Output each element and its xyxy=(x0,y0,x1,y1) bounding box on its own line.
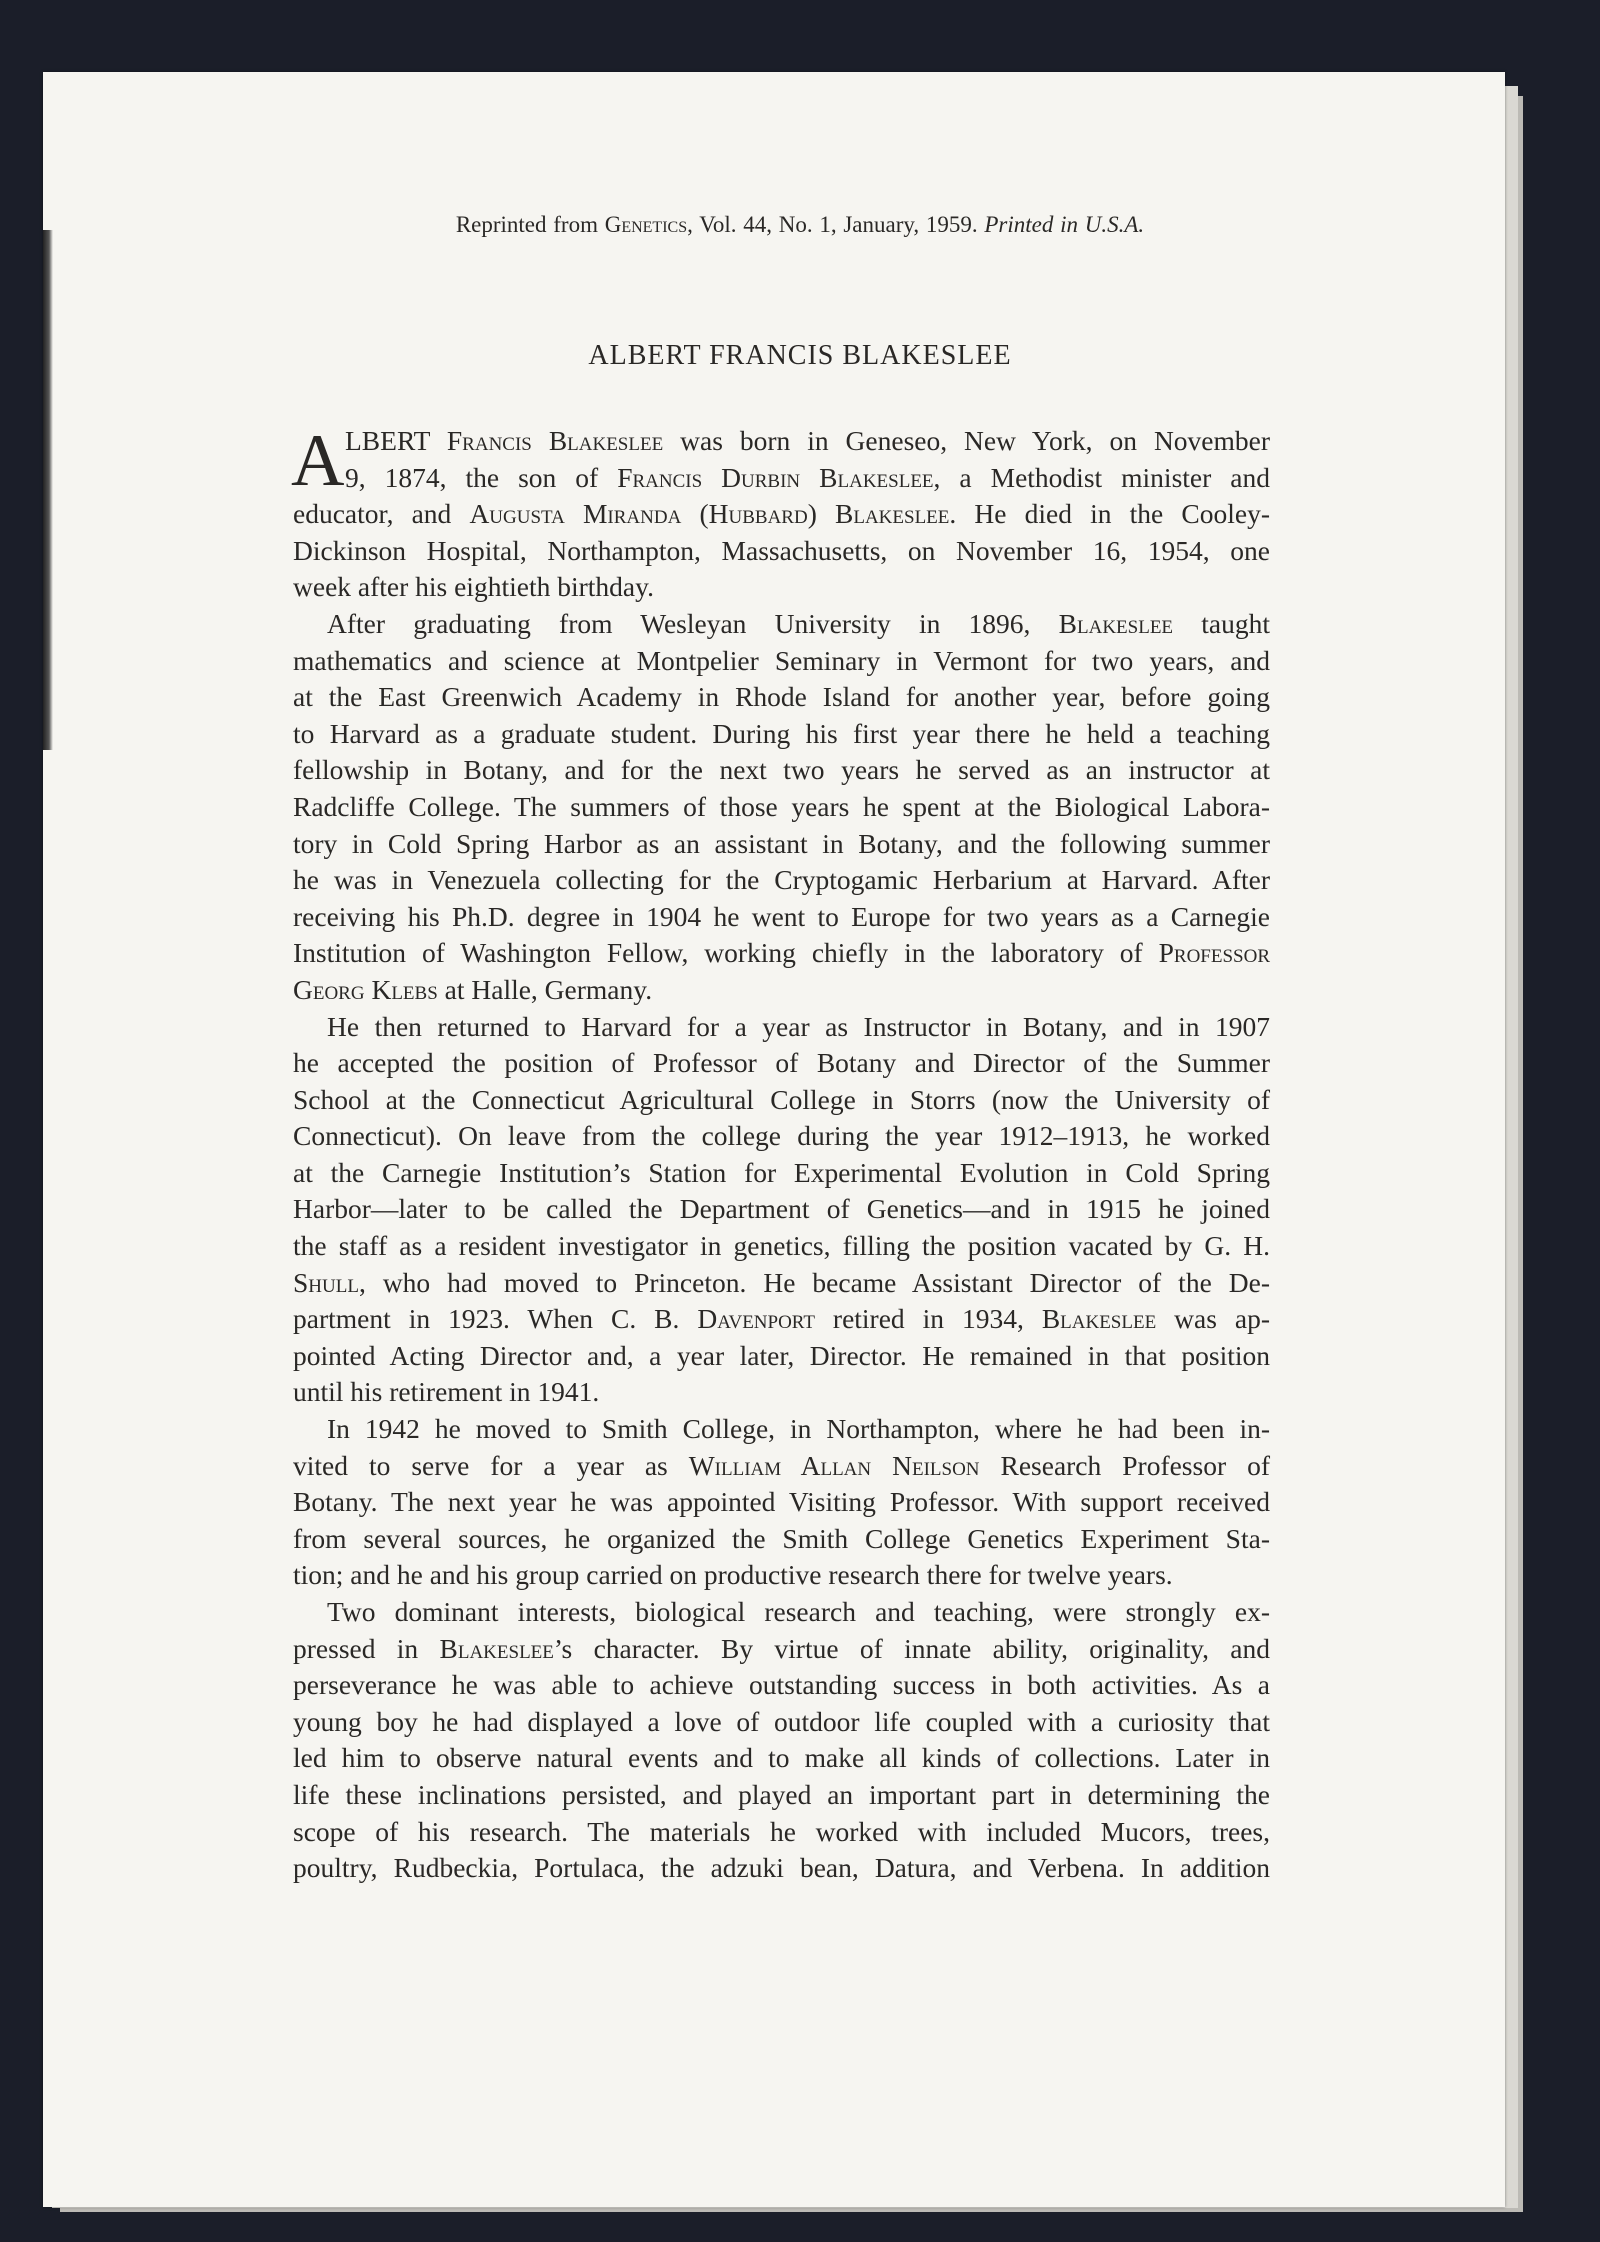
small-caps-name: Davenport xyxy=(697,1303,815,1335)
text-run: educator, and xyxy=(293,498,470,530)
small-caps-name: Shull xyxy=(293,1266,359,1298)
text-run: tion; and he and his group carried on productive research there for twelve years. xyxy=(293,1559,1173,1591)
text-line xyxy=(293,1667,1270,1704)
text-line xyxy=(293,1338,1270,1375)
text-line xyxy=(293,1118,1270,1155)
small-caps-name: Blakeslee xyxy=(1041,1303,1157,1335)
text-run: receiving his Ph.D. degree in 1904 he went to Europe for two years as a Carnegie xyxy=(293,900,1270,932)
text-run: at the East Greenwich Academy in Rhode Island for another year, before going xyxy=(293,681,1270,713)
text-run: Institution of Washington Fellow, working chiefly in the laboratory of xyxy=(293,937,1159,969)
text-line xyxy=(293,1228,1270,1265)
text-line xyxy=(293,862,1270,899)
text-line xyxy=(293,1265,1270,1302)
text-line xyxy=(293,1374,1270,1411)
text-line xyxy=(293,496,1270,533)
text-line xyxy=(293,1155,1270,1192)
text-run: In 1942 he moved to Smith College, in Northampton, where he had been in- xyxy=(327,1413,1270,1445)
text-run: Radcliffe College. The summers of those years he spent at the Biological Labora- xyxy=(293,790,1270,822)
text-run: ( xyxy=(681,498,709,530)
text-line xyxy=(293,643,1270,680)
drop-cap: A xyxy=(291,420,345,502)
text-run: pressed in xyxy=(293,1632,440,1664)
small-caps-name: Francis Durbin Blakeslee xyxy=(617,461,934,493)
text-run: , who had moved to Princeton. He became Assistant Director of the De- xyxy=(358,1266,1270,1298)
text-line xyxy=(293,1191,1270,1228)
small-caps-name: Francis Blakeslee xyxy=(446,425,664,456)
header-details: , Vol. 44, No. 1, January, 1959. xyxy=(687,212,985,237)
text-run: life these inclinations persisted, and played an important part in determining the xyxy=(293,1778,1270,1810)
text-line xyxy=(293,1594,1270,1631)
text-run: After graduating from Wesleyan University in 1896, xyxy=(327,607,1059,639)
text-run: mathematics and science at Montpelier Seminary in Vermont for two years, and xyxy=(293,644,1270,676)
text-run: he accepted the position of Professor of Botany and Director of the Summer xyxy=(293,1047,1270,1079)
text-run: was born in Geneseo, New York, on November xyxy=(663,425,1271,456)
text-run: tory in Cold Spring Harbor as an assistant in Botany, and the following summer xyxy=(293,827,1270,859)
text-line xyxy=(293,752,1270,789)
text-run: led him to observe natural events and to make all kinds of collections. Later in xyxy=(293,1742,1270,1774)
text-line xyxy=(293,826,1270,863)
text-line xyxy=(293,935,1270,972)
text-run: week after his eightieth birthday. xyxy=(293,571,654,603)
text-run: vited to serve for a year as xyxy=(293,1449,689,1481)
article-body xyxy=(291,420,1271,1887)
small-caps-name: William Allan Neilson xyxy=(688,1449,980,1481)
text-run: poultry, Rudbeckia, Portulaca, the adzuki bean, Datura, and Verbena. In addition xyxy=(293,1852,1270,1884)
article-title: ALBERT FRANCIS BLAKESLEE xyxy=(588,340,1012,371)
text-line xyxy=(293,1045,1270,1082)
text-run: the staff as a resident investigator in genetics, filling the position vacated by G. H. xyxy=(293,1230,1270,1262)
binding-shadow xyxy=(43,230,53,750)
text-run: Harbor—later to be called the Department of Genetics—and in 1915 he joined xyxy=(293,1193,1270,1225)
text-run: Two dominant interests, biological research and teaching, were strongly ex- xyxy=(327,1596,1270,1627)
small-caps-name: Blakeslee xyxy=(439,1632,554,1664)
printed-note: Printed in U.S.A. xyxy=(984,212,1145,237)
text-line xyxy=(293,1448,1270,1485)
text-line xyxy=(293,569,1270,606)
small-caps-name: Augusta Miranda xyxy=(469,498,682,530)
text-run: He then returned to Harvard for a year as Instructor in Botany, and in 1907 xyxy=(327,1010,1270,1042)
small-caps-name: Blakeslee xyxy=(1058,607,1174,639)
small-caps-name: Hubbard xyxy=(708,498,808,530)
text-line xyxy=(293,789,1270,826)
text-run: ’s character. By virtue of innate ability, originality, and xyxy=(553,1632,1270,1664)
text-run: Botany. The next year he was appointed Visiting Professor. With support received xyxy=(293,1486,1270,1518)
text-line xyxy=(293,1009,1270,1046)
text-run: from several sources, he organized the Smith College Genetics Experiment Sta- xyxy=(293,1522,1270,1554)
text-line xyxy=(293,606,1270,643)
text-line xyxy=(293,1850,1270,1887)
text-run: perseverance he was able to achieve outstanding success in both activities. As a xyxy=(293,1669,1270,1701)
text-run: at Halle, Germany. xyxy=(437,973,653,1005)
text-run: until his retirement in 1941. xyxy=(293,1376,600,1408)
text-line xyxy=(293,1411,1270,1448)
text-run: to Harvard as a graduate student. During his first year there he held a teaching xyxy=(293,717,1270,749)
text-line xyxy=(293,1557,1270,1594)
text-line xyxy=(293,899,1270,936)
text-run: scope of his research. The materials he worked with included Mucors, trees, xyxy=(293,1815,1270,1847)
text-line xyxy=(293,1814,1270,1851)
text-line xyxy=(293,679,1270,716)
text-run: partment in 1923. When C. B. xyxy=(293,1303,698,1335)
text-line xyxy=(293,1740,1270,1777)
text-run: 9, 1874, the son of xyxy=(345,461,618,493)
text-line xyxy=(293,1704,1270,1741)
text-run: Dickinson Hospital, Northampton, Massachusetts, on November 16, 1954, one xyxy=(293,534,1270,566)
text-run: Connecticut). On leave from the college during the year 1912–1913, he worked xyxy=(293,1120,1270,1152)
reprint-header xyxy=(0,212,1600,238)
journal-name: Genetics xyxy=(604,212,688,237)
text-line xyxy=(293,716,1270,753)
text-line xyxy=(293,1484,1270,1521)
text-line xyxy=(293,1631,1270,1668)
text-run: School at the Connecticut Agricultural College in Storrs (now the University of xyxy=(293,1083,1270,1115)
small-caps-name: Georg Klebs xyxy=(293,973,438,1005)
text-run: retired in 1934, xyxy=(814,1303,1042,1335)
text-run: he was in Venezuela collecting for the Cryptogamic Herbarium at Harvard. After xyxy=(293,864,1270,896)
text-run: pointed Acting Director and, a year later, Director. He remained in that position xyxy=(293,1339,1270,1371)
text-line xyxy=(293,1301,1270,1338)
small-caps-name: Blakeslee xyxy=(835,498,950,530)
text-run: at the Carnegie Institution’s Station for Experimental Evolution in Cold Spring xyxy=(293,1156,1270,1188)
text-line xyxy=(293,1082,1270,1119)
text-run: Research Professor of xyxy=(979,1449,1270,1481)
text-run: taught xyxy=(1173,607,1270,639)
text-line xyxy=(293,460,1270,497)
text-line xyxy=(293,1521,1270,1558)
text-run: , a Methodist minister and xyxy=(933,461,1270,493)
text-line xyxy=(293,423,1270,460)
text-run: LBERT xyxy=(345,425,447,456)
header-prefix: Reprinted from xyxy=(455,212,605,237)
text-line xyxy=(293,1777,1270,1814)
text-run: ) xyxy=(807,498,835,530)
text-run: young boy he had displayed a love of outdoor life coupled with a curiosity that xyxy=(293,1705,1270,1737)
small-caps-name: Professor xyxy=(1158,937,1270,969)
text-run: fellowship in Botany, and for the next two years he served as an instructor at xyxy=(293,754,1270,786)
text-run: . He died in the Cooley- xyxy=(949,498,1270,530)
text-run: was ap- xyxy=(1156,1303,1270,1335)
text-line xyxy=(293,972,1270,1009)
text-line xyxy=(293,533,1270,570)
